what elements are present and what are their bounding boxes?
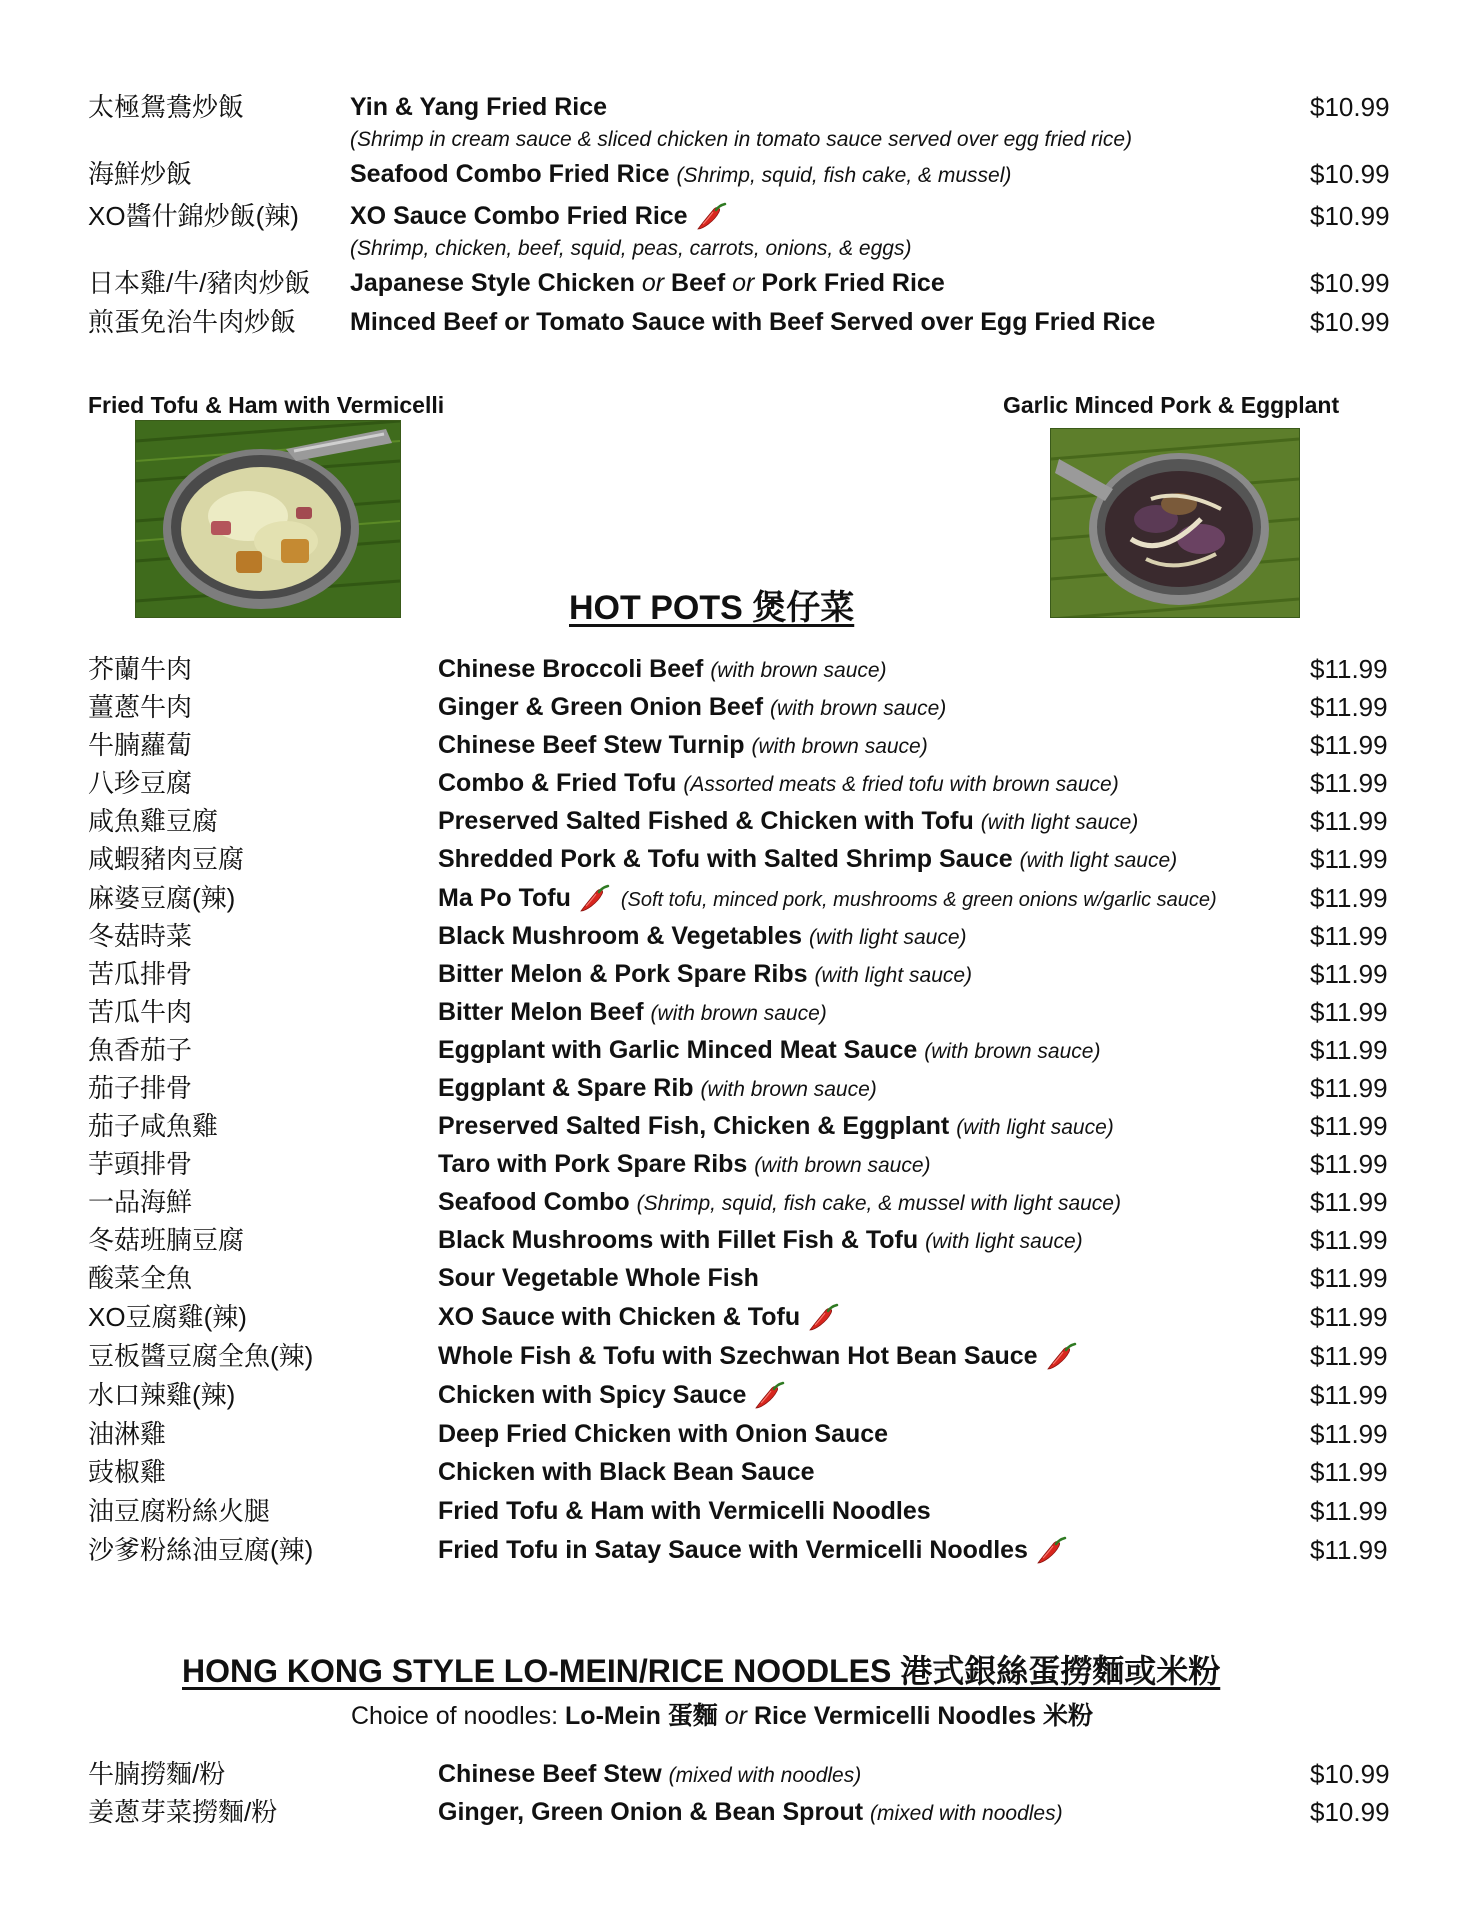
- item-english-name: Fried Tofu in Satay Sauce with Vermicelli Noodles: [438, 1533, 1068, 1567]
- menu-item: [0, 305, 1484, 339]
- item-price: $11.99: [1310, 654, 1388, 684]
- item-price: $11.99: [1310, 883, 1388, 913]
- menu-item: [0, 90, 1484, 124]
- item-price: $11.99: [1310, 1263, 1388, 1293]
- item-english-name: Taro with Pork Spare Ribs (with brown sauce): [438, 1150, 931, 1178]
- menu-item: [0, 1071, 1484, 1105]
- item-english-name: Deep Fried Chicken with Onion Sauce: [438, 1420, 889, 1448]
- item-english-name: Seafood Combo (Shrimp, squid, fish cake, & mussel with light sauce): [438, 1188, 1121, 1216]
- menu-item: [0, 804, 1484, 838]
- item-english-name: Chinese Beef Stew (mixed with noodles): [438, 1760, 862, 1788]
- menu-item: [0, 728, 1484, 762]
- item-english-name: Eggplant with Garlic Minced Meat Sauce (with brown sauce): [438, 1036, 1101, 1064]
- menu-item: [0, 1109, 1484, 1143]
- item-chinese-name: 沙爹粉絲油豆腐(辣): [88, 1535, 314, 1565]
- item-price: $11.99: [1310, 730, 1388, 760]
- item-chinese-name: 麻婆豆腐(辣): [88, 883, 236, 913]
- item-chinese-name: 苦瓜牛肉: [88, 997, 193, 1027]
- chili-pepper-icon: [1044, 1342, 1078, 1372]
- chili-pepper-icon: [1034, 1536, 1068, 1566]
- item-chinese-name: 酸菜全魚: [88, 1263, 193, 1293]
- menu-item: [0, 1455, 1484, 1489]
- item-chinese-name: 芋頭排骨: [88, 1149, 193, 1179]
- item-english-name: Sour Vegetable Whole Fish: [438, 1264, 759, 1292]
- item-price: $10.99: [1310, 1759, 1390, 1789]
- item-english-name: Combo & Fried Tofu (Assorted meats & fried tofu with brown sauce): [438, 769, 1119, 797]
- item-english-name: Shredded Pork & Tofu with Salted Shrimp Sauce (with light sauce): [438, 845, 1178, 873]
- item-chinese-name: 牛腩蘿蔔: [88, 730, 193, 760]
- photo-garlic-pork-eggplant: [1050, 428, 1300, 618]
- noodle-choice-line: Choice of noodles: Lo-Mein 蛋麵 or Rice Vermicelli Noodles 米粉: [351, 1702, 1093, 1730]
- item-price: $11.99: [1310, 997, 1388, 1027]
- item-price: $11.99: [1310, 1149, 1388, 1179]
- item-price: $11.99: [1310, 1187, 1388, 1217]
- item-price: $11.99: [1310, 1302, 1388, 1332]
- item-english-name: Chicken with Black Bean Sauce: [438, 1458, 815, 1486]
- item-price: $11.99: [1310, 768, 1388, 798]
- section-title-hot-pots: HOT POTS 煲仔菜: [569, 589, 855, 627]
- item-chinese-name: 海鮮炒飯: [88, 159, 193, 189]
- chili-pepper-icon: [752, 1381, 786, 1411]
- menu-item: [0, 1261, 1484, 1295]
- menu-item: [0, 957, 1484, 991]
- item-english-name: XO Sauce Combo Fried Rice: [350, 199, 728, 233]
- menu-item: [0, 995, 1484, 1029]
- item-chinese-name: 油豆腐粉絲火腿: [88, 1496, 271, 1526]
- item-price: $10.99: [1310, 1797, 1390, 1827]
- menu-item: [0, 266, 1484, 300]
- item-price: $11.99: [1310, 1496, 1388, 1526]
- item-english-name: Bitter Melon & Pork Spare Ribs (with light sauce): [438, 960, 973, 988]
- item-english-name: XO Sauce with Chicken & Tofu: [438, 1300, 840, 1334]
- item-price: $11.99: [1310, 921, 1388, 951]
- item-chinese-name: 豆板醬豆腐全魚(辣): [88, 1341, 314, 1371]
- item-price: $10.99: [1310, 159, 1390, 189]
- item-price: $10.99: [1310, 307, 1390, 337]
- item-chinese-name: 冬菇時菜: [88, 921, 193, 951]
- menu-item: [0, 157, 1484, 191]
- item-chinese-name: 冬菇班腩豆腐: [88, 1225, 245, 1255]
- item-price: $11.99: [1310, 1341, 1388, 1371]
- item-english-name: Black Mushrooms with Fillet Fish & Tofu (with light sauce): [438, 1226, 1083, 1254]
- item-price: $11.99: [1310, 1035, 1388, 1065]
- item-chinese-name: 茄子排骨: [88, 1073, 193, 1103]
- menu-item: [0, 1757, 1484, 1791]
- item-english-name: Yin & Yang Fried Rice: [350, 93, 608, 121]
- item-chinese-name: 芥蘭牛肉: [88, 654, 193, 684]
- item-price: $11.99: [1310, 1225, 1388, 1255]
- photo-fried-tofu-ham: [135, 420, 401, 618]
- item-chinese-name: 姜蔥芽菜撈麵/粉: [88, 1797, 278, 1827]
- item-price: $11.99: [1310, 806, 1388, 836]
- item-chinese-name: 八珍豆腐: [88, 768, 193, 798]
- menu-item: [0, 652, 1484, 686]
- item-chinese-name: 豉椒雞: [88, 1457, 167, 1487]
- item-english-name: Chicken with Spicy Sauce: [438, 1378, 786, 1412]
- menu-item: [0, 919, 1484, 953]
- item-english-name: Preserved Salted Fish, Chicken & Eggplant (with light sauce): [438, 1112, 1114, 1140]
- item-chinese-name: 日本雞/牛/豬肉炒飯: [88, 268, 311, 298]
- menu-item: [0, 1494, 1484, 1528]
- menu-item: [0, 842, 1484, 876]
- item-chinese-name: 太極鴛鴦炒飯: [88, 92, 245, 122]
- menu-item: [0, 1033, 1484, 1067]
- item-english-name: Bitter Melon Beef (with brown sauce): [438, 998, 827, 1026]
- item-chinese-name: 油淋雞: [88, 1419, 167, 1449]
- item-price: $11.99: [1310, 1111, 1388, 1141]
- item-chinese-name: 茄子咸魚雞: [88, 1111, 219, 1141]
- item-chinese-name: 咸魚雞豆腐: [88, 806, 219, 836]
- item-chinese-name: 咸蝦豬肉豆腐: [88, 844, 245, 874]
- item-english-name: Seafood Combo Fried Rice (Shrimp, squid, fish cake, & mussel): [350, 160, 1012, 188]
- item-price: $11.99: [1310, 844, 1388, 874]
- menu-item: [0, 881, 1484, 915]
- item-chinese-name: 一品海鮮: [88, 1187, 193, 1217]
- menu-item: [0, 1339, 1484, 1373]
- menu-item: [0, 1795, 1484, 1829]
- menu-item: [0, 1417, 1484, 1451]
- menu-item: [0, 1300, 1484, 1334]
- section-title-lo-mein: HONG KONG STYLE LO-MEIN/RICE NOODLES 港式銀絲蛋撈麵或米粉: [182, 1653, 1221, 1689]
- item-price: $11.99: [1310, 1380, 1388, 1410]
- item-price: $11.99: [1310, 1457, 1388, 1487]
- item-english-name: Whole Fish & Tofu with Szechwan Hot Bean Sauce: [438, 1339, 1078, 1373]
- item-chinese-name: 水口辣雞(辣): [88, 1380, 236, 1410]
- menu-item: [0, 1147, 1484, 1181]
- item-chinese-name: 煎蛋免治牛肉炒飯: [88, 307, 297, 337]
- item-english-name: Eggplant & Spare Rib (with brown sauce): [438, 1074, 877, 1102]
- item-english-name: Japanese Style Chicken or Beef or Pork Fried Rice: [350, 269, 945, 297]
- item-price: $11.99: [1310, 959, 1388, 989]
- item-price: $11.99: [1310, 1535, 1388, 1565]
- menu-item: [0, 199, 1484, 233]
- item-note: (Shrimp, chicken, beef, squid, peas, carrots, onions, & eggs): [350, 237, 912, 260]
- item-chinese-name: 苦瓜排骨: [88, 959, 193, 989]
- chili-pepper-icon: [806, 1303, 840, 1333]
- chili-pepper-icon: [694, 202, 728, 232]
- item-english-name: Black Mushroom & Vegetables (with light sauce): [438, 922, 967, 950]
- item-english-name: Minced Beef or Tomato Sauce with Beef Served over Egg Fried Rice: [350, 308, 1156, 336]
- item-chinese-name: 薑蔥牛肉: [88, 692, 193, 722]
- chili-pepper-icon: [577, 884, 611, 914]
- item-english-name: Ma Po Tofu (Soft tofu, minced pork, mushrooms & green onions w/garlic sauce): [438, 881, 1217, 917]
- menu-item: [0, 766, 1484, 800]
- item-chinese-name: 魚香茄子: [88, 1035, 193, 1065]
- item-price: $10.99: [1310, 268, 1390, 298]
- menu-item: [0, 690, 1484, 724]
- item-english-name: Chinese Beef Stew Turnip (with brown sauce): [438, 731, 928, 759]
- item-english-name: Ginger, Green Onion & Bean Sprout (mixed with noodles): [438, 1798, 1063, 1826]
- photo-caption-right: Garlic Minced Pork & Eggplant: [1003, 392, 1340, 418]
- item-english-name: Fried Tofu & Ham with Vermicelli Noodles: [438, 1497, 931, 1525]
- item-english-name: Preserved Salted Fished & Chicken with Tofu (with light sauce): [438, 807, 1139, 835]
- item-english-name: Ginger & Green Onion Beef (with brown sauce): [438, 693, 947, 721]
- item-price: $10.99: [1310, 201, 1390, 231]
- item-english-name: Chinese Broccoli Beef (with brown sauce): [438, 655, 887, 683]
- menu-item: [0, 1185, 1484, 1219]
- menu-item: [0, 1533, 1484, 1567]
- menu-item: [0, 1223, 1484, 1257]
- item-price: $11.99: [1310, 1073, 1388, 1103]
- item-chinese-name: XO豆腐雞(辣): [88, 1302, 247, 1332]
- photo-caption-left: Fried Tofu & Ham with Vermicelli: [88, 392, 445, 418]
- item-chinese-name: XO醬什錦炒飯(辣): [88, 201, 299, 231]
- item-chinese-name: 牛腩撈麵/粉: [88, 1759, 226, 1789]
- item-price: $11.99: [1310, 1419, 1388, 1449]
- item-price: $11.99: [1310, 692, 1388, 722]
- menu-item: [0, 1378, 1484, 1412]
- item-price: $10.99: [1310, 92, 1390, 122]
- item-note: (Shrimp in cream sauce & sliced chicken in tomato sauce served over egg fried rice): [350, 128, 1133, 151]
